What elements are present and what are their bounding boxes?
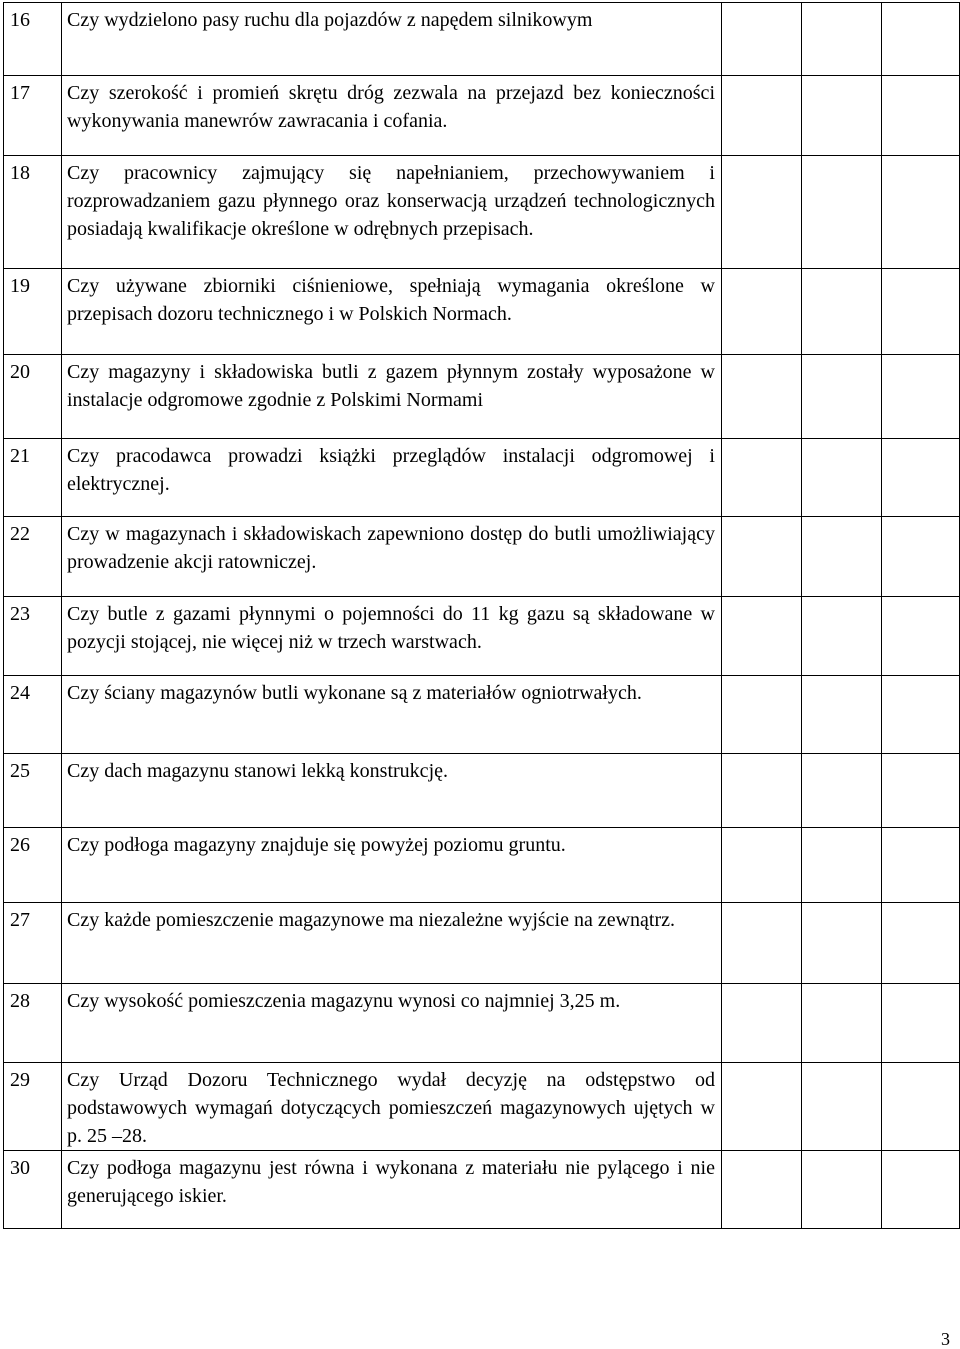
table-row [4, 156, 960, 269]
question-text: Czy wydzielono pasy ruchu dla pojazdów z napędem silnikowym [62, 3, 722, 76]
row-number: 27 [4, 903, 62, 984]
table-row [4, 754, 960, 828]
table-row [4, 1063, 960, 1151]
row-number: 19 [4, 269, 62, 355]
row-number: 22 [4, 517, 62, 597]
answer-cell[interactable] [882, 3, 960, 76]
answer-cell[interactable] [722, 269, 802, 355]
table-row [4, 984, 960, 1063]
answer-cell[interactable] [882, 754, 960, 828]
row-number: 20 [4, 355, 62, 439]
answer-cell[interactable] [882, 828, 960, 903]
answer-cell[interactable] [802, 676, 882, 754]
question-text: Czy wysokość pomieszczenia magazynu wynosi co najmniej 3,25 m. [62, 984, 722, 1063]
answer-cell[interactable] [802, 269, 882, 355]
answer-cell[interactable] [722, 76, 802, 156]
table-row [4, 3, 960, 76]
answer-cell[interactable] [802, 76, 882, 156]
answer-cell[interactable] [802, 156, 882, 269]
answer-cell[interactable] [722, 1063, 802, 1151]
answer-cell[interactable] [802, 517, 882, 597]
answer-cell[interactable] [882, 76, 960, 156]
answer-cell[interactable] [722, 517, 802, 597]
row-number: 18 [4, 156, 62, 269]
row-number: 25 [4, 754, 62, 828]
table-row [4, 903, 960, 984]
row-number: 16 [4, 3, 62, 76]
table-row [4, 355, 960, 439]
answer-cell[interactable] [802, 1063, 882, 1151]
answer-cell[interactable] [882, 156, 960, 269]
answer-cell[interactable] [722, 828, 802, 903]
question-text: Czy szerokość i promień skrętu dróg zezwala na przejazd bez konieczności wykonywania manewrów zawracania i cofania. [62, 76, 722, 156]
answer-cell[interactable] [882, 439, 960, 517]
answer-cell[interactable] [722, 355, 802, 439]
question-text: Czy magazyny i składowiska butli z gazem płynnym zostały wyposażone w instalacje odgromowe zgodnie z Polskimi Normami [62, 355, 722, 439]
answer-cell[interactable] [802, 754, 882, 828]
table-row [4, 597, 960, 676]
answer-cell[interactable] [882, 355, 960, 439]
question-text: Czy używane zbiorniki ciśnieniowe, spełniają wymagania określone w przepisach dozoru technicznego i w Polskich Normach. [62, 269, 722, 355]
table-row [4, 828, 960, 903]
question-text: Czy w magazynach i składowiskach zapewniono dostęp do butli umożliwiający prowadzenie akcji ratowniczej. [62, 517, 722, 597]
answer-cell[interactable] [722, 156, 802, 269]
table-row [4, 676, 960, 754]
table-row [4, 439, 960, 517]
page-number: 3 [941, 1329, 950, 1349]
row-number: 23 [4, 597, 62, 676]
answer-cell[interactable] [802, 439, 882, 517]
table-row [4, 76, 960, 156]
answer-cell[interactable] [722, 439, 802, 517]
row-number: 28 [4, 984, 62, 1063]
row-number: 29 [4, 1063, 62, 1151]
answer-cell[interactable] [722, 3, 802, 76]
answer-cell[interactable] [882, 676, 960, 754]
table-row [4, 269, 960, 355]
answer-cell[interactable] [882, 984, 960, 1063]
row-number: 26 [4, 828, 62, 903]
question-text: Czy butle z gazami płynnymi o pojemności do 11 kg gazu są składowane w pozycji stojącej, nie więcej niż w trzech warstwach. [62, 597, 722, 676]
answer-cell[interactable] [802, 597, 882, 676]
answer-cell[interactable] [802, 355, 882, 439]
answer-cell[interactable] [882, 517, 960, 597]
answer-cell[interactable] [722, 1151, 802, 1229]
checklist-table [3, 2, 960, 1229]
question-text: Czy dach magazynu stanowi lekką konstrukcję. [62, 754, 722, 828]
row-number: 17 [4, 76, 62, 156]
answer-cell[interactable] [882, 1063, 960, 1151]
answer-cell[interactable] [882, 1151, 960, 1229]
answer-cell[interactable] [882, 269, 960, 355]
question-text: Czy podłoga magazyny znajduje się powyżej poziomu gruntu. [62, 828, 722, 903]
row-number: 24 [4, 676, 62, 754]
answer-cell[interactable] [882, 903, 960, 984]
question-text: Czy ściany magazynów butli wykonane są z materiałów ogniotrwałych. [62, 676, 722, 754]
answer-cell[interactable] [722, 903, 802, 984]
answer-cell[interactable] [802, 903, 882, 984]
answer-cell[interactable] [882, 597, 960, 676]
answer-cell[interactable] [722, 676, 802, 754]
answer-cell[interactable] [802, 1151, 882, 1229]
row-number: 30 [4, 1151, 62, 1229]
row-number: 21 [4, 439, 62, 517]
question-text: Czy pracodawca prowadzi książki przeglądów instalacji odgromowej i elektrycznej. [62, 439, 722, 517]
answer-cell[interactable] [802, 3, 882, 76]
table-row [4, 1151, 960, 1229]
question-text: Czy Urząd Dozoru Technicznego wydał decyzję na odstępstwo od podstawowych wymagań dotyczących pomieszczeń magazynowych ujętych w p. 25 –28. [62, 1063, 722, 1151]
question-text: Czy każde pomieszczenie magazynowe ma niezależne wyjście na zewnątrz. [62, 903, 722, 984]
question-text: Czy podłoga magazynu jest równa i wykonana z materiału nie pylącego i nie generującego iskier. [62, 1151, 722, 1229]
question-text: Czy pracownicy zajmujący się napełnianiem, przechowywaniem i rozprowadzaniem gazu płynnego oraz konserwacją urządzeń technologicznych posiadają kwalifikacje określone w odrębnych przepisach. [62, 156, 722, 269]
answer-cell[interactable] [802, 984, 882, 1063]
table-row [4, 517, 960, 597]
answer-cell[interactable] [722, 597, 802, 676]
answer-cell[interactable] [722, 754, 802, 828]
answer-cell[interactable] [802, 828, 882, 903]
answer-cell[interactable] [722, 984, 802, 1063]
